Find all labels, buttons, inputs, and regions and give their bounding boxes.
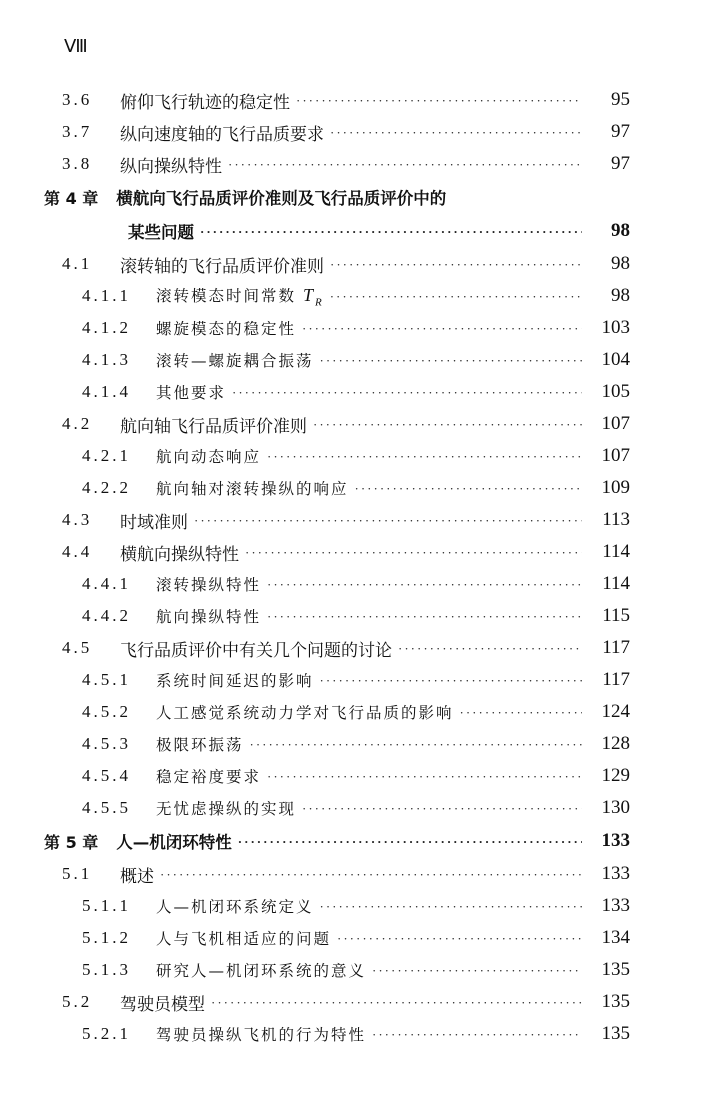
page-ref: 114 <box>602 541 630 562</box>
time-constant-symbol: $T_R$ <box>302 284 324 309</box>
chapter-number: 第 4 章 <box>44 188 99 208</box>
section-title: 驾驶员操纵飞机的行为特性 <box>156 1026 367 1044</box>
toc-entry-5-2[interactable] <box>0 986 704 1018</box>
dot-leader <box>238 835 582 848</box>
section-title: 研究人—机闭环系统的意义 <box>156 962 367 980</box>
section-title <box>142 284 324 309</box>
page-ref: 113 <box>602 509 630 530</box>
chapter-title-continued: 某些问题 <box>128 223 194 242</box>
page-ref: 134 <box>601 927 630 948</box>
section-title: 驾驶员模型 <box>120 994 205 1015</box>
dot-leader <box>267 578 582 591</box>
page-ref: 98 <box>611 220 630 241</box>
toc-entry-4-1-1[interactable] <box>0 280 704 312</box>
toc-entry-5-1-1[interactable] <box>0 890 704 922</box>
section-title: 人工感觉系统动力学对飞行品质的影响 <box>156 704 454 722</box>
chapter-title: 人—机闭环特性 <box>116 833 232 852</box>
section-number: 4.1 <box>62 254 93 273</box>
dot-leader <box>337 932 582 945</box>
section-title: 横航向操纵特性 <box>120 544 239 565</box>
section-number: 4.2 <box>62 414 93 433</box>
page-ref: 130 <box>601 797 630 818</box>
page-ref: 97 <box>611 121 630 142</box>
toc-entry-4-1-2[interactable] <box>0 312 704 344</box>
chapter-number: 第 5 章 <box>44 832 99 852</box>
toc-entry-4-5-4[interactable] <box>0 760 704 792</box>
dot-leader <box>460 706 582 719</box>
section-title: 航向轴对滚转操纵的响应 <box>156 480 349 498</box>
toc-entry-3-7[interactable] <box>0 116 704 148</box>
page-ref: 133 <box>601 863 630 884</box>
dot-leader <box>398 642 582 655</box>
section-title: 螺旋模态的稳定性 <box>156 320 297 338</box>
page-ref: 115 <box>602 605 630 626</box>
page-ref: 133 <box>601 830 630 851</box>
dot-leader <box>194 514 582 527</box>
section-title: 系统时间延迟的影响 <box>156 672 314 690</box>
section-title: 航向动态响应 <box>156 448 262 466</box>
dot-leader <box>250 738 582 751</box>
page-ref: 133 <box>601 895 630 916</box>
toc-entry-4-1-3[interactable] <box>0 344 704 376</box>
dot-leader <box>313 418 582 431</box>
section-number: 4.4 <box>62 542 93 561</box>
section-number: 4.4.1 <box>82 574 131 593</box>
dot-leader <box>296 94 582 107</box>
toc-entry-4-3[interactable] <box>0 504 704 536</box>
section-number: 4.1.1 <box>82 286 131 305</box>
section-number: 4.5.2 <box>82 702 131 721</box>
title-text: 滚转模态时间常数 <box>156 286 297 305</box>
section-number: 4.2.2 <box>82 478 131 497</box>
section-title: 无忧虑操纵的实现 <box>156 800 297 818</box>
section-title: 滚转—螺旋耦合振荡 <box>156 352 314 370</box>
dot-leader <box>330 126 582 139</box>
toc-entry-4-5-5[interactable] <box>0 792 704 824</box>
section-number: 3.8 <box>62 154 93 173</box>
dot-leader <box>302 322 582 335</box>
page-ref: 117 <box>602 637 630 658</box>
dot-leader <box>267 770 582 783</box>
section-number: 4.1.4 <box>82 382 131 401</box>
section-number: 5.1.2 <box>82 928 131 947</box>
toc-entry-4-5[interactable] <box>0 632 704 664</box>
section-number: 4.5.4 <box>82 766 131 785</box>
dot-leader <box>330 290 582 303</box>
page-ref: 135 <box>601 991 630 1012</box>
toc-entry-4-4-2[interactable] <box>0 600 704 632</box>
page-ref: 109 <box>601 477 630 498</box>
page-ref: 105 <box>601 381 630 402</box>
section-title: 滚转操纵特性 <box>156 576 262 594</box>
dot-leader <box>245 546 582 559</box>
page-ref: 95 <box>611 89 630 110</box>
toc-chapter-4[interactable] <box>0 180 704 214</box>
page-ref: 103 <box>601 317 630 338</box>
section-number: 3.7 <box>62 122 93 141</box>
chapter-title: 横航向飞行品质评价准则及飞行品质评价中的 <box>116 189 447 208</box>
page-ref: 98 <box>611 253 630 274</box>
page-ref: 107 <box>601 413 630 434</box>
dot-leader <box>232 386 582 399</box>
page-ref: 104 <box>601 349 630 370</box>
dot-leader <box>330 258 582 271</box>
toc-entry-3-6[interactable] <box>0 84 704 116</box>
page-ref: 135 <box>601 959 630 980</box>
section-number: 5.1.1 <box>82 896 131 915</box>
dot-leader <box>320 674 582 687</box>
page-ref: 128 <box>601 733 630 754</box>
dot-leader <box>355 482 582 495</box>
section-number: 5.2.1 <box>82 1024 131 1043</box>
dot-leader <box>160 868 582 881</box>
section-title: 概述 <box>120 866 154 887</box>
page-ref: 129 <box>601 765 630 786</box>
toc-entry-4-2-2[interactable] <box>0 472 704 504</box>
page-ref: 114 <box>602 573 630 594</box>
dot-leader <box>320 354 582 367</box>
section-title: 极限环振荡 <box>156 736 244 754</box>
section-number: 4.4.2 <box>82 606 131 625</box>
toc-entry-3-8[interactable] <box>0 148 704 180</box>
toc-entry-5-1[interactable] <box>0 858 704 890</box>
dot-leader <box>200 225 582 238</box>
section-title: 其他要求 <box>156 384 227 402</box>
page-ref: 107 <box>601 445 630 466</box>
section-number: 4.2.1 <box>82 446 131 465</box>
dot-leader <box>267 450 582 463</box>
page-ref: 124 <box>601 701 630 722</box>
section-number: 4.1.2 <box>82 318 131 337</box>
section-title: 纵向操纵特性 <box>120 156 222 177</box>
page-ref: 98 <box>611 285 630 306</box>
section-number: 5.1 <box>62 864 93 883</box>
dot-leader <box>211 996 582 1009</box>
dot-leader <box>372 964 582 977</box>
page-number: Ⅷ <box>64 36 88 56</box>
section-number: 4.3 <box>62 510 93 529</box>
toc-entry-5-1-2[interactable] <box>0 922 704 954</box>
dot-leader <box>228 158 582 171</box>
section-title: 人—机闭环系统定义 <box>156 898 314 916</box>
toc-entry-5-1-3[interactable] <box>0 954 704 986</box>
page-ref: 97 <box>611 153 630 174</box>
toc-entry-4-1[interactable] <box>0 248 704 280</box>
section-number: 5.2 <box>62 992 93 1011</box>
page-ref: 117 <box>602 669 630 690</box>
section-title: 航向操纵特性 <box>156 608 262 626</box>
section-title: 俯仰飞行轨迹的稳定性 <box>120 92 290 113</box>
section-title: 稳定裕度要求 <box>156 768 262 786</box>
dot-leader <box>267 610 582 623</box>
section-title: 时域准则 <box>120 512 188 533</box>
toc-entry-4-2[interactable] <box>0 408 704 440</box>
section-number: 4.5 <box>62 638 93 657</box>
toc-entry-4-2-1[interactable] <box>0 440 704 472</box>
section-number: 3.6 <box>62 90 93 109</box>
toc-chapter-5[interactable] <box>0 824 704 858</box>
toc-entry-4-5-3[interactable] <box>0 728 704 760</box>
table-of-contents <box>0 84 704 1050</box>
section-title: 纵向速度轴的飞行品质要求 <box>120 124 324 145</box>
toc-entry-4-5-1[interactable] <box>0 664 704 696</box>
section-number: 4.5.5 <box>82 798 131 817</box>
page-ref: 135 <box>601 1023 630 1044</box>
section-number: 5.1.3 <box>82 960 131 979</box>
section-number: 4.1.3 <box>82 350 131 369</box>
dot-leader <box>302 802 582 815</box>
section-title: 人与飞机相适应的问题 <box>156 930 332 948</box>
section-title: 滚转轴的飞行品质评价准则 <box>120 256 324 277</box>
section-number: 4.5.1 <box>82 670 131 689</box>
toc-chapter-4-continued[interactable] <box>0 214 704 248</box>
toc-entry-4-4[interactable] <box>0 536 704 568</box>
dot-leader <box>320 900 582 913</box>
dot-leader <box>372 1028 582 1041</box>
toc-entry-5-2-1[interactable] <box>0 1018 704 1050</box>
toc-entry-4-1-4[interactable] <box>0 376 704 408</box>
toc-entry-4-4-1[interactable] <box>0 568 704 600</box>
section-number: 4.5.3 <box>82 734 131 753</box>
section-title: 飞行品质评价中有关几个问题的讨论 <box>120 640 392 661</box>
section-title: 航向轴飞行品质评价准则 <box>120 416 307 437</box>
toc-entry-4-5-2[interactable] <box>0 696 704 728</box>
